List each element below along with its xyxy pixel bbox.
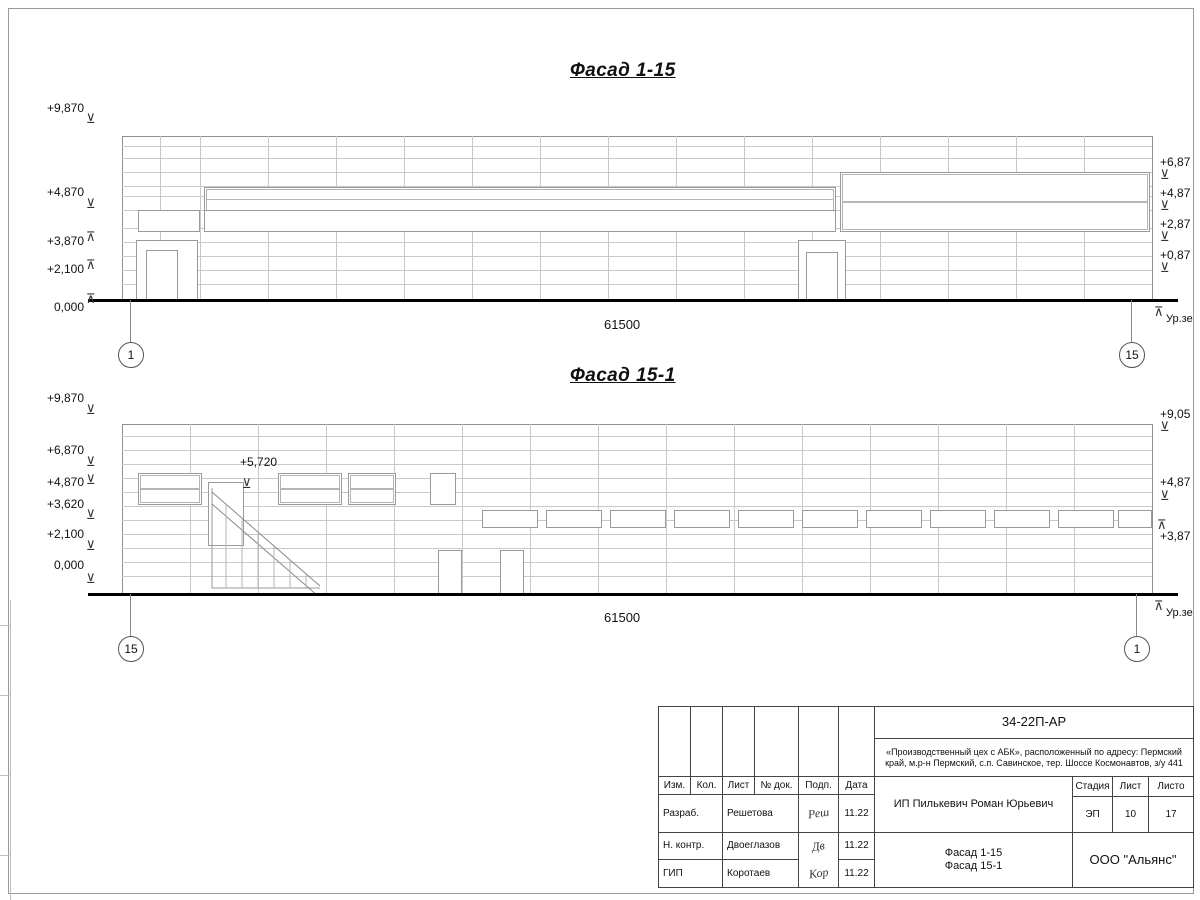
level-tick: ⊻ (86, 538, 96, 553)
level-top-r1: +6,87 (1160, 155, 1191, 169)
level-tick: ⊼ (1157, 517, 1167, 532)
axis-bubble-bottom-right: 1 (1124, 636, 1150, 662)
stamp-name-0: Решетова (723, 795, 799, 833)
stamp-col-podp: Подп. (799, 777, 839, 795)
level-bottom-r2: +4,87 (1160, 475, 1191, 489)
axis-bubble-top-right: 15 (1119, 342, 1145, 368)
stamp-name-2: Коротаев (723, 860, 799, 887)
level-tick: ⊻ (86, 111, 96, 126)
level-tick: ⊻ (1160, 419, 1170, 434)
level-tick: ⊻ (1160, 260, 1170, 275)
dimension-bottom: 61500 (604, 610, 641, 625)
level-tick: ⊻ (86, 472, 96, 487)
stamp-role-0: Разраб. (659, 795, 723, 833)
stair-icon (200, 478, 330, 598)
stamp-col-kol: Кол. (691, 777, 723, 795)
level-tick: ⊻ (1160, 229, 1170, 244)
stamp-lists-value: 17 (1149, 797, 1193, 833)
stamp-sign-0: Реш (799, 795, 839, 833)
level-bottom-6: 0,000 (53, 558, 84, 572)
stamp-stage-value: ЭП (1073, 797, 1113, 833)
stamp-date-2: 11.22 (839, 860, 875, 887)
ground-note-bottom: Ур.зе (1166, 607, 1193, 619)
stamp-sign-2: Кор (799, 860, 839, 887)
level-tick: ⊻ (86, 571, 96, 586)
stamp-col-izm: Изм. (659, 777, 691, 795)
level-tick: ⊼ (86, 257, 96, 272)
ground-tick: ⊼ (1154, 598, 1164, 613)
level-bottom-r3: +3,87 (1160, 529, 1191, 543)
level-top-5: 0,000 (53, 300, 84, 314)
stamp-object: «Производственный цех с АБК», расположенный по адресу: Пермский край, м.р-н Пермский, с.п. Савинское, тер. Шоссе Космонавтов, з/у 441 (875, 739, 1193, 777)
stamp-date-0: 11.22 (839, 795, 875, 833)
level-tick: ⊻ (1160, 198, 1170, 213)
level-tick: ⊻ (86, 454, 96, 469)
left-margin-strip (0, 600, 11, 900)
level-tick: ⊻ (86, 196, 96, 211)
stamp-sheet-title (875, 833, 1073, 887)
stamp-list-value: 10 (1113, 797, 1149, 833)
level-top-4: +2,100 (46, 262, 84, 276)
level-top-r4: +0,87 (1160, 248, 1191, 262)
stamp-date-1: 11.22 (839, 833, 875, 860)
stamp-stage-label: Стадия (1073, 777, 1113, 797)
stamp-col-doc: № док. (755, 777, 799, 795)
level-tick: ⊻ (1160, 167, 1170, 182)
level-top-r3: +2,87 (1160, 217, 1191, 231)
stamp-lists-label: Листо (1149, 777, 1193, 797)
level-tick: ⊻ (86, 507, 96, 522)
level-top-2: +4,870 (46, 185, 84, 199)
axis-bubble-bottom-left: 15 (118, 636, 144, 662)
level-bottom-1: +9,870 (46, 391, 84, 405)
level-top-3: +3,870 (46, 234, 84, 248)
stamp-customer: ИП Пилькевич Роман Юрьевич (875, 777, 1073, 833)
dimension-top: 61500 (604, 317, 641, 332)
title-block (658, 706, 1194, 888)
level-tick: ⊻ (242, 476, 252, 491)
stamp-col-list: Лист (723, 777, 755, 795)
level-bottom-3: +4,870 (46, 475, 84, 489)
stamp-code: 34-22П-АР (875, 707, 1193, 739)
level-tick: ⊻ (86, 402, 96, 417)
stamp-company: ООО "Альянс" (1089, 851, 1177, 867)
stamp-name-1: Двоеглазов (723, 833, 799, 860)
level-tick: ⊻ (1160, 488, 1170, 503)
ground-note-top: Ур.зе (1166, 313, 1193, 325)
level-top-r2: +4,87 (1160, 186, 1191, 200)
level-bottom-2: +6,870 (46, 443, 84, 457)
level-bottom-inner: +5,720 (240, 455, 278, 469)
level-bottom-5: +2,100 (46, 527, 84, 541)
stamp-list-label: Лист (1113, 777, 1149, 797)
stamp-role-1: Н. контр. (659, 833, 723, 860)
level-bottom-r1: +9,05 (1160, 407, 1191, 421)
level-bottom-4: +3,620 (46, 497, 84, 511)
stamp-col-data: Дата (839, 777, 875, 795)
stamp-role-2: ГИП (659, 860, 723, 887)
level-tick: ⊼ (86, 291, 96, 306)
stamp-sign-1: Дв (799, 833, 839, 860)
stamp-sheet-title-line2: Фасад 15-1 (944, 860, 1003, 872)
axis-bubble-top-left: 1 (118, 342, 144, 368)
stamp-sheet-title-line1: Фасад 1-15 (944, 847, 1003, 860)
level-top-1: +9,870 (46, 101, 84, 115)
ground-tick: ⊼ (1154, 304, 1164, 319)
level-tick: ⊼ (86, 229, 96, 244)
facade-top-title: Фасад 1-15 (570, 60, 676, 81)
facade-bottom-title: Фасад 15-1 (570, 365, 676, 386)
